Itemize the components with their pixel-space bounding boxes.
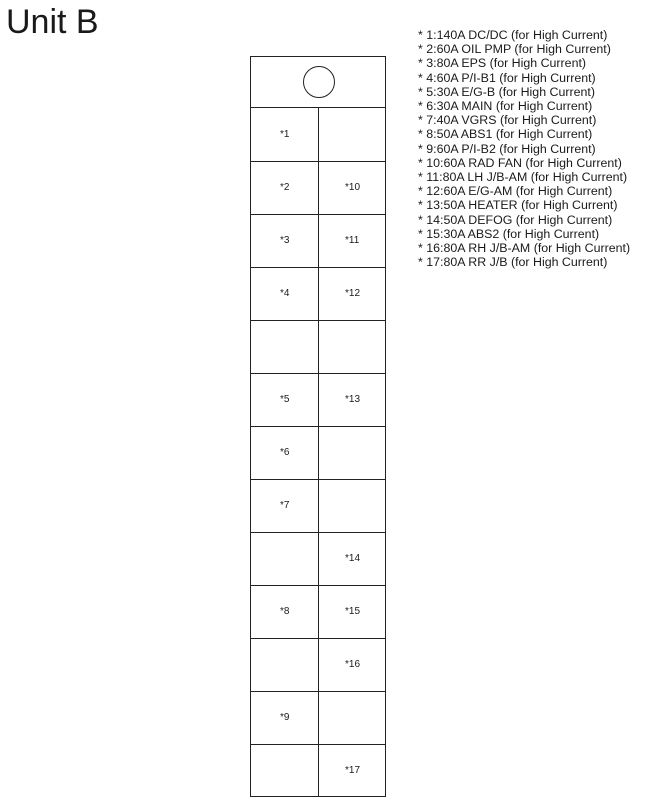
fuse-label-right: *11 xyxy=(345,235,360,246)
legend-item: * 1:140A DC/DC (for High Current) xyxy=(418,28,608,42)
fuse-label-left: *6 xyxy=(280,447,290,458)
legend-item: * 14:50A DEFOG (for High Current) xyxy=(418,212,613,227)
fuse-label-right: *10 xyxy=(345,182,361,193)
legend-item: * 3:80A EPS (for High Current) xyxy=(418,56,587,71)
legend-item: * 11:80A LH J/B-AM (for High Current) xyxy=(418,170,628,185)
legend-item: * 17:80A RR J/B (for High Current) xyxy=(418,255,608,270)
row-divider xyxy=(251,532,385,533)
fuse-box-diagram xyxy=(250,56,386,797)
fuse-label-left: *8 xyxy=(280,606,290,617)
row-divider xyxy=(251,320,385,321)
row-divider xyxy=(251,373,385,374)
legend-item: * 12:60A E/G-AM (for High Current) xyxy=(418,184,613,199)
legend-item: * 4:60A P/I-B1 (for High Current) xyxy=(418,70,596,85)
fuse-label-left: *5 xyxy=(280,394,290,405)
row-divider xyxy=(251,267,385,268)
row-divider xyxy=(251,744,385,745)
unit-title: Unit B xyxy=(6,3,99,41)
legend-item: * 16:80A RH J/B-AM (for High Current) xyxy=(418,241,631,256)
fuse-label-left: *1 xyxy=(280,129,290,140)
row-divider xyxy=(251,426,385,427)
fuse-legend xyxy=(418,28,630,269)
legend-item: * 7:40A VGRS (for High Current) xyxy=(418,113,597,128)
legend-item: * 6:30A MAIN (for High Current) xyxy=(418,99,593,114)
fuse-label-right: *14 xyxy=(345,553,361,564)
fuse-label-right: *12 xyxy=(345,288,361,299)
row-divider xyxy=(251,585,385,586)
row-divider xyxy=(251,161,385,162)
fuse-label-left: *7 xyxy=(280,500,290,511)
row-divider xyxy=(251,691,385,692)
legend-item: * 13:50A HEATER (for High Current) xyxy=(418,198,618,213)
fuse-label-left: *2 xyxy=(280,182,290,193)
fuse-label-left: *4 xyxy=(280,288,290,299)
legend-item: * 9:60A P/I-B2 (for High Current) xyxy=(418,141,596,156)
legend-item: * 15:30A ABS2 (for High Current) xyxy=(418,226,600,241)
row-divider xyxy=(251,638,385,639)
fuse-label-right: *16 xyxy=(345,659,361,670)
fuse-label-left: *9 xyxy=(280,712,290,723)
fuse-box-header xyxy=(251,57,385,108)
fuse-label-right: *15 xyxy=(345,606,361,617)
mounting-hole-circle xyxy=(303,66,335,98)
legend-item: * 2:60A OIL PMP (for High Current) xyxy=(418,42,611,57)
legend-item: * 5:30A E/G-B (for High Current) xyxy=(418,84,595,99)
row-divider xyxy=(251,214,385,215)
fuse-label-right: *17 xyxy=(345,765,361,776)
row-divider xyxy=(251,479,385,480)
fuse-label-left: *3 xyxy=(280,235,290,246)
fuse-label-right: *13 xyxy=(345,394,361,405)
column-divider xyxy=(318,108,319,796)
legend-item: * 8:50A ABS1 (for High Current) xyxy=(418,127,593,142)
legend-item: * 10:60A RAD FAN (for High Current) xyxy=(418,155,622,170)
